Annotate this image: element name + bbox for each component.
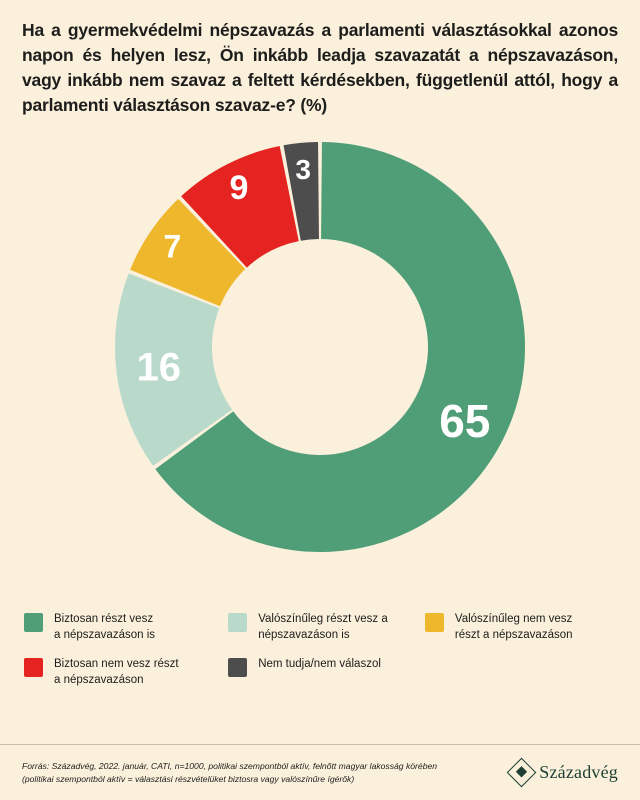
legend-swatch-yellow xyxy=(425,613,444,632)
legend-swatch-light-green xyxy=(228,613,247,632)
slice-value-label: 9 xyxy=(229,169,249,208)
source-note xyxy=(22,760,437,786)
legend-label-line1: Valószínűleg részt vesz a xyxy=(258,613,388,625)
legend-label-line2: részt a népszavazáson xyxy=(454,628,573,641)
legend-item-biztosan-nem-vesz-reszt[interactable] xyxy=(24,657,228,688)
legend-row xyxy=(24,657,616,688)
legend-label xyxy=(54,657,179,688)
legend-label-line1: Valószínűleg nem vesz xyxy=(454,613,573,625)
legend-label xyxy=(258,612,388,643)
legend-swatch-red xyxy=(24,658,43,677)
chart-area xyxy=(0,119,640,579)
legend-item-valoszinuleg-reszt-vesz[interactable] xyxy=(228,612,425,643)
legend-item-biztosan-reszt-vesz[interactable] xyxy=(24,612,228,643)
legend-row xyxy=(24,612,616,643)
legend-swatch-green xyxy=(24,613,43,632)
legend-swatch-grey xyxy=(228,658,247,677)
slice-value-label: 16 xyxy=(136,345,182,390)
page-title: Ha a gyermekvédelmi népszavazás a parlamenti választásokkal azonos napon és helyen lesz, Ön inkább leadja szavazatát a népszavazáson, vagy inkább nem szavaz a feltett kérdésekben, függetlenül attól, hogy a parlamenti választáson szavaz-e? (%) xyxy=(22,20,618,115)
legend-label-line2: népszavazáson is xyxy=(258,628,350,641)
legend-label-line2: a népszavazáson xyxy=(54,673,144,686)
footer xyxy=(0,744,640,800)
diamond-logo-icon xyxy=(507,758,537,788)
legend-label-line1: Biztosan nem vesz részt xyxy=(54,658,179,671)
slice-value-label: 7 xyxy=(163,229,182,266)
legend-label xyxy=(258,657,381,673)
legend-label-line1: Biztosan részt vesz xyxy=(54,613,154,625)
brand-name: Századvég xyxy=(539,762,618,782)
legend-item-valoszinuleg-nem-vesz-reszt[interactable] xyxy=(425,612,616,643)
slice-value-label: 65 xyxy=(439,395,491,448)
legend-label-line1: Nem tudja/nem válaszol xyxy=(258,658,381,671)
source-line2: (politikai szempontból aktív = választási részvételüket biztosra vagy valószínűre ígérők) xyxy=(22,773,355,784)
legend-label xyxy=(455,612,573,643)
donut-chart xyxy=(100,127,540,567)
legend-label-line2: a népszavazáson is xyxy=(54,628,156,641)
legend-item-nem-tudja[interactable] xyxy=(228,657,425,688)
donut-svg xyxy=(100,127,540,567)
slice-value-label: 3 xyxy=(295,154,311,186)
brand-logo xyxy=(511,762,618,783)
legend-label xyxy=(54,612,155,643)
legend xyxy=(0,612,640,703)
source-line1: Forrás: Századvég, 2022. január, CATI, n=1000, politikai szempontból aktív, felnőtt magyar lakosság körében xyxy=(22,760,438,771)
legend-item-empty xyxy=(425,657,616,688)
